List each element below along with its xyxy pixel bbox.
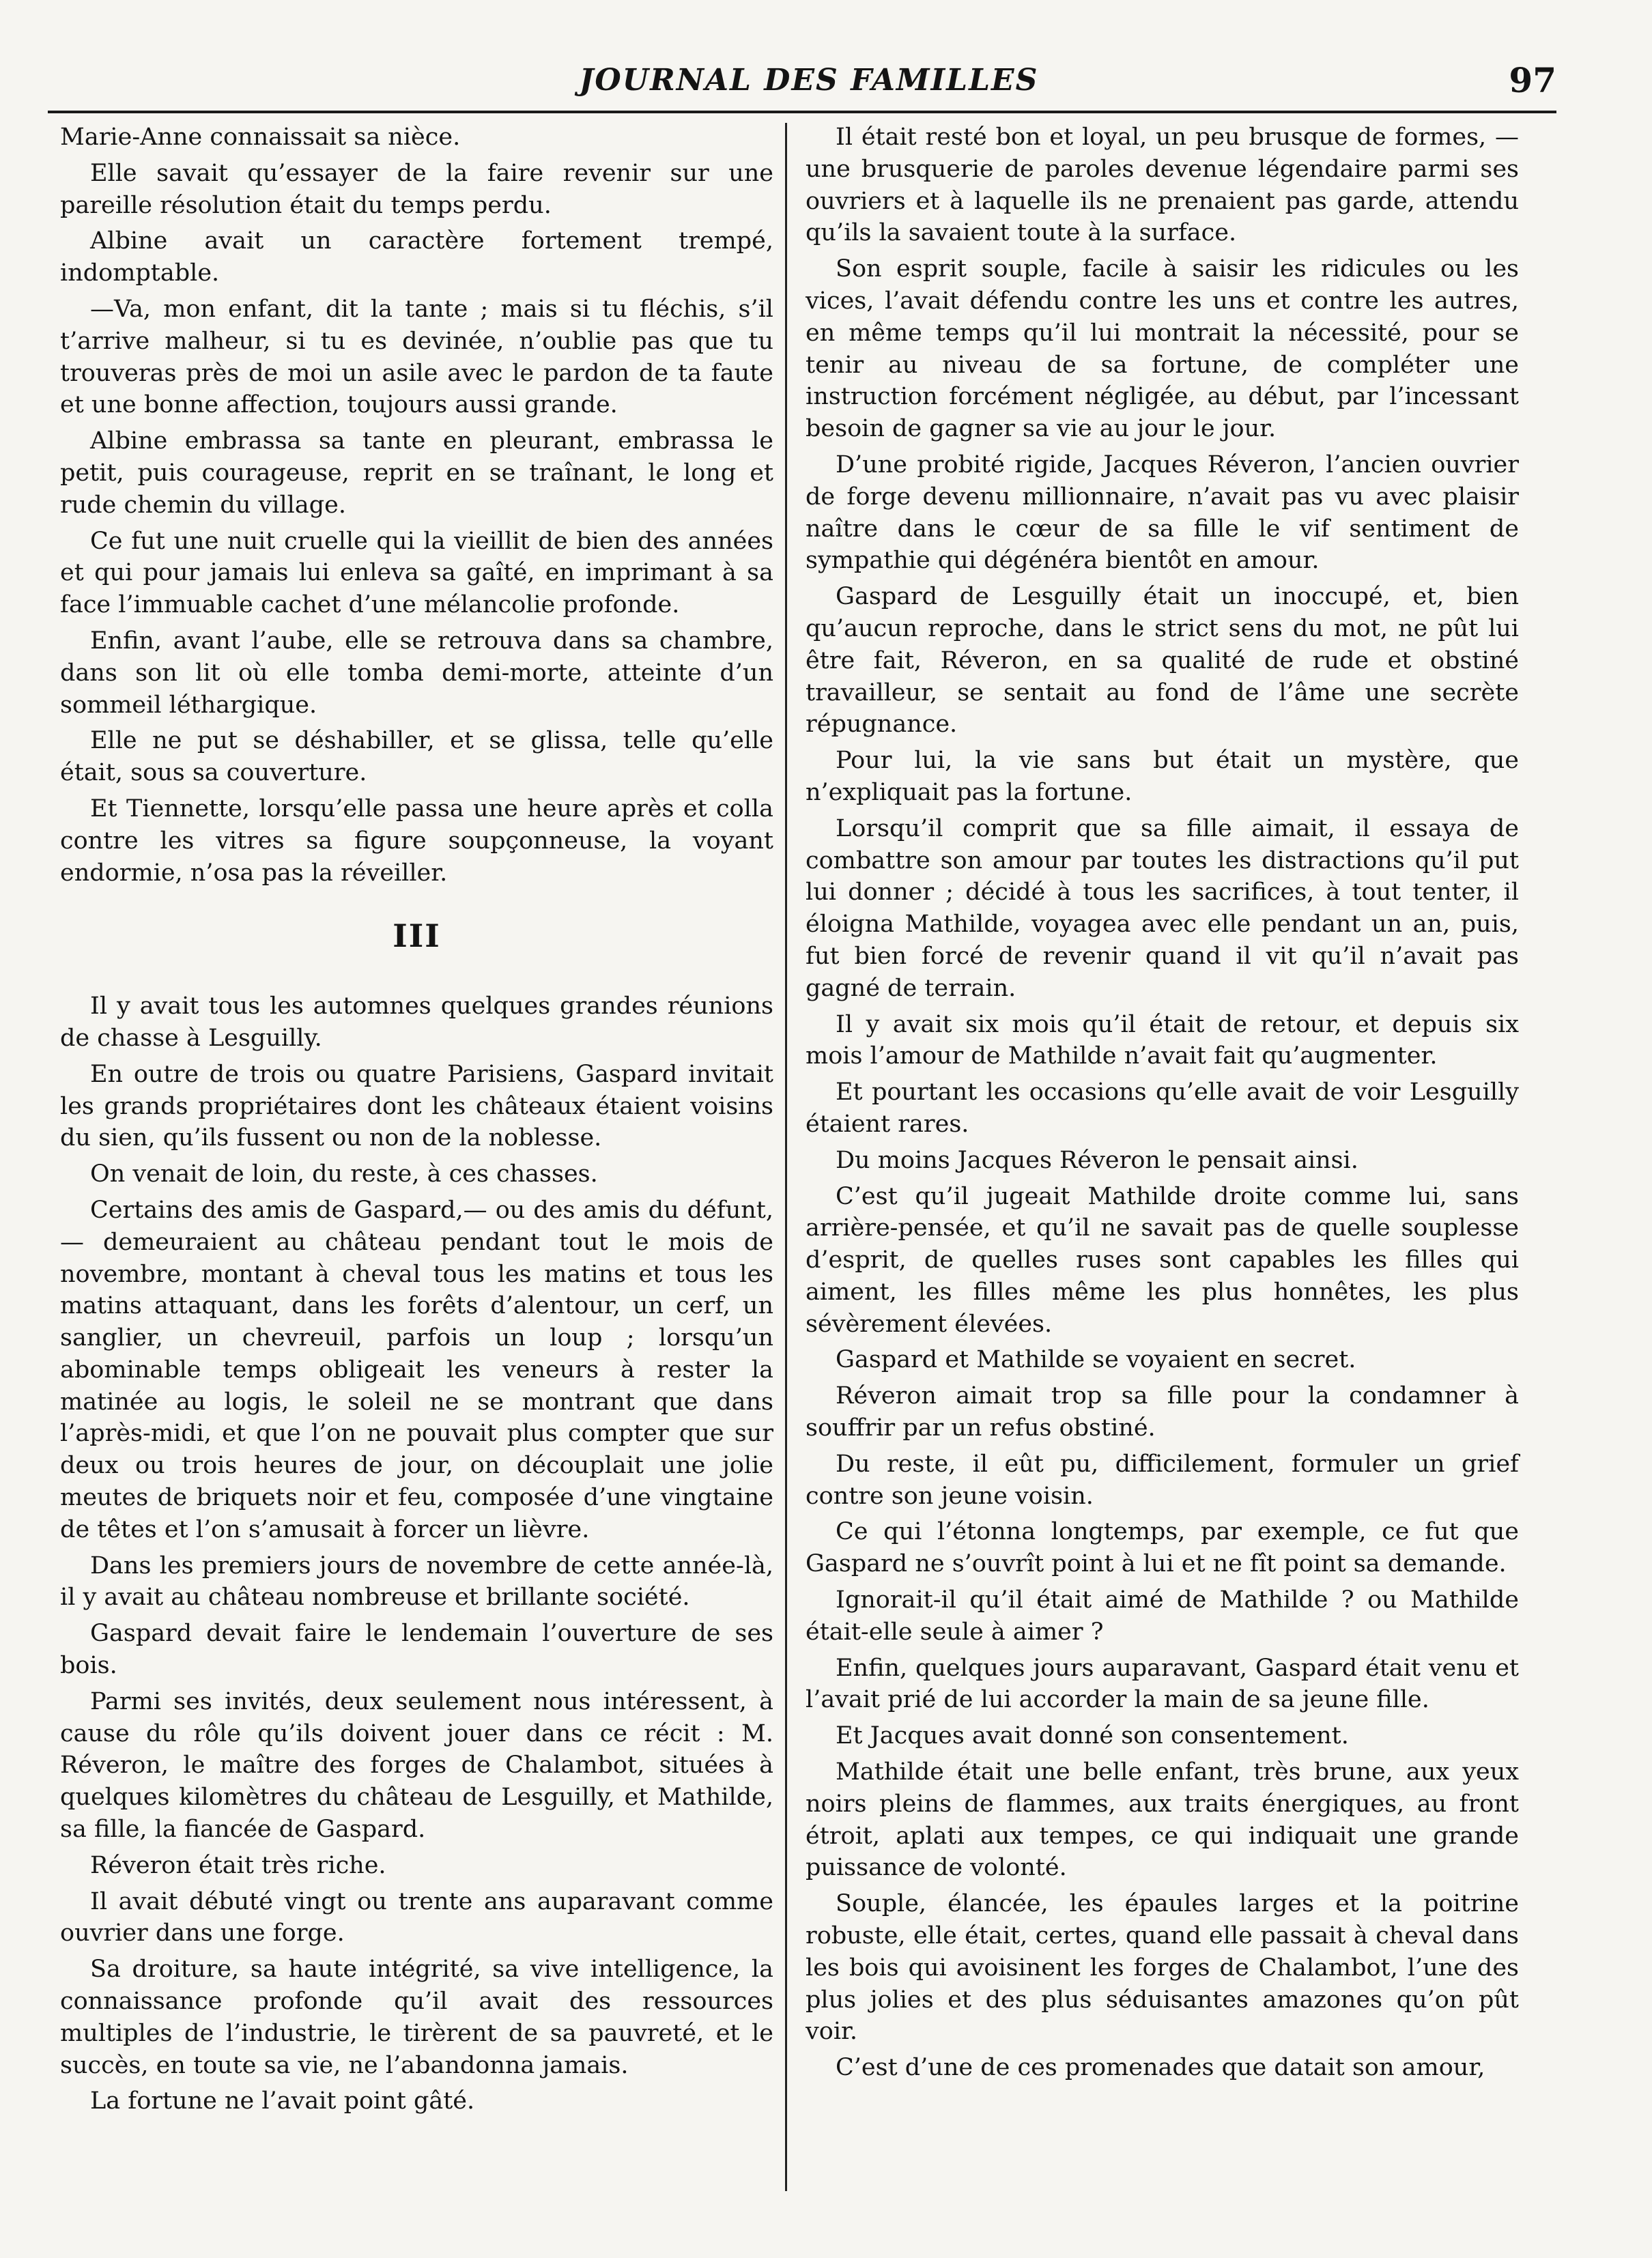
- paragraph: D’une probité rigide, Jacques Réveron, l’ancien ouvrier de forge devenu millionnaire, n’avait pas vu avec plaisir naître dans le cœur de sa fille le vif sentiment de sympathie qui dégénéra bientôt en amour.: [806, 451, 1519, 575]
- paragraph: Enfin, quelques jours auparavant, Gaspard était venu et l’avait prié de lui accorder la main de sa jeune fille.: [806, 1654, 1519, 1714]
- paragraph: Il y avait six mois qu’il était de retour, et depuis six mois l’amour de Mathilde n’avait fait qu’augmenter.: [806, 1010, 1519, 1070]
- section-title: III: [393, 917, 441, 955]
- paragraph: Du reste, il eût pu, difficilement, formuler un grief contre son jeune voisin.: [806, 1450, 1519, 1510]
- paragraph: Elle savait qu’essayer de la faire revenir sur une pareille résolution était du temps perdu.: [60, 159, 773, 219]
- paragraph: Marie-Anne connaissait sa nièce.: [60, 124, 461, 151]
- paragraph: Certains des amis de Gaspard,— ou des amis du défunt,— demeuraient au château pendant tout le mois de novembre, montant à cheval tous les matins et tous les matins attaquant, dans les forêts d’alentour, un cerf, un sanglier, un chevreuil, parfois un loup ; lorsqu’un abominable temps obligeait les veneurs à rester la matinée au logis, le soleil ne se montrant que dans l’après-midi, et que l’on ne pouvait plus compter que sur deux ou trois heures de jour, on découplait une jolie meutes de briquets noir et feu, composée d’une vingtaine de têtes et l’on s’amusait à forcer un lièvre.: [60, 1196, 773, 1543]
- running-title: JOURNAL DES FAMILLES: [579, 63, 1039, 98]
- paragraph: Lorsqu’il comprit que sa fille aimait, il essaya de combattre son amour par toutes les distractions qu’il put lui donner ; décidé à tous les sacrifices, à tout tenter, il éloigna Mathilde, voyagea avec elle pendant un an, puis, fut bien forcé de revenir quand il vit qu’il n’avait pas gagné de terrain.: [806, 814, 1519, 1002]
- page-header: [61, 60, 1556, 104]
- paragraph: Gaspard de Lesguilly était un inoccupé, et, bien qu’aucun reproche, dans le strict sens du mot, ne pût lui être fait, Réveron, en sa qualité de rude et obstiné travailleur, se sentait au fond de l’âme une secrète répugnance.: [806, 583, 1519, 739]
- paragraph: Gaspard et Mathilde se voyaient en secret.: [836, 1346, 1356, 1374]
- paragraph: Dans les premiers jours de novembre de cette année-là, il y avait au château nombreuse et brillante société.: [60, 1552, 773, 1612]
- paragraph: Parmi ses invités, deux seulement nous intéressent, à cause du rôle qu’ils doivent jouer dans ce récit : M. Réveron, le maître des forges de Chalambot, situées à quelques kilomètres du château de Lesguilly, et Mathilde, sa fille, la fiancée de Gaspard.: [60, 1687, 773, 1844]
- paragraph: Gaspard devait faire le lendemain l’ouverture de ses bois.: [60, 1620, 773, 1680]
- paragraph: Albine avait un caractère fortement trempé, indomptable.: [60, 227, 773, 287]
- page-number: 97: [1509, 60, 1556, 100]
- paragraph: Ce qui l’étonna longtemps, par exemple, ce fut que Gaspard ne s’ouvrît point à lui et ne fît point sa demande.: [806, 1518, 1519, 1578]
- paragraph: C’est qu’il jugeait Mathilde droite comme lui, sans arrière-pensée, et qu’il ne savait pas de quelle souplesse d’esprit, de quelles ruses sont capables les filles qui aiment, les filles même les plus honnêtes, les plus sévèrement élevées.: [806, 1182, 1519, 1338]
- paragraph: Sa droiture, sa haute intégrité, sa vive intelligence, la connaissance profonde qu’il avait des ressources multiples de l’industrie, le tirèrent de sa pauvreté, et le succès, en toute sa vie, ne l’abandonna jamais.: [60, 1956, 773, 2079]
- paragraph: Enfin, avant l’aube, elle se retrouva dans sa chambre, dans son lit où elle tomba demi-morte, atteinte d’un sommeil léthargique.: [60, 627, 773, 719]
- paragraph: La fortune ne l’avait point gâté.: [90, 2087, 475, 2115]
- paragraph: Albine embrassa sa tante en pleurant, embrassa le petit, puis courageuse, reprit en se traînant, le long et rude chemin du village.: [60, 427, 773, 519]
- left-paragraphs-after: [60, 990, 773, 2117]
- paragraph: —Va, mon enfant, dit la tante ; mais si tu fléchis, s’il t’arrive malheur, si tu es devinée, n’oublie pas que tu trouveras près de moi un asile avec le pardon de ta faute et une bonne affection, toujours aussi grande.: [60, 295, 773, 419]
- paragraph: Et Jacques avait donné son consentement.: [836, 1722, 1349, 1750]
- paragraph: Son esprit souple, facile à saisir les ridicules ou les vices, l’avait défendu contre les uns et contre les autres, en même temps qu’il lui montrait la nécessité, pour se tenir au niveau de sa fortune, de compléter une instruction forcément négligée, au début, par l’incessant besoin de gagner sa vie au jour le jour.: [806, 255, 1519, 443]
- paragraph: Ce fut une nuit cruelle qui la vieillit de bien des années et qui pour jamais lui enleva sa gaîté, en imprimant à sa face l’immuable cachet d’une mélancolie profonde.: [60, 527, 773, 619]
- paragraph: En outre de trois ou quatre Parisiens, Gaspard invitait les grands propriétaires dont les châteaux étaient voisins du sien, qu’ils fussent ou non de la noblesse.: [60, 1060, 773, 1152]
- paragraph: Mathilde était une belle enfant, très brune, aux yeux noirs pleins de flammes, aux traits énergiques, au front étroit, aplati aux tempes, ce qui indiquait une grande puissance de volonté.: [806, 1758, 1519, 1882]
- right-column: [806, 122, 1519, 2088]
- header-rule: [48, 111, 1556, 113]
- paragraph: Souple, élancée, les épaules larges et la poitrine robuste, elle était, certes, quand elle passait à cheval dans les bois qui avoisinent les forges de Chalambot, l’une des plus jolies et des plus séduisantes amazones qu’on pût voir.: [806, 1890, 1519, 2046]
- paragraph: Il y avait tous les automnes quelques grandes réunions de chasse à Lesguilly.: [60, 992, 773, 1052]
- paragraph: Ignorait-il qu’il était aimé de Mathilde ? ou Mathilde était-elle seule à aimer ?: [806, 1586, 1519, 1646]
- paragraph: C’est d’une de ces promenades que datait son amour,: [836, 2054, 1485, 2082]
- paragraph: Il avait débuté vingt ou trente ans auparavant comme ouvrier dans une forge.: [60, 1887, 773, 1947]
- paragraph: Pour lui, la vie sans but était un mystère, que n’expliquait pas la fortune.: [806, 747, 1519, 806]
- paragraph: Il était resté bon et loyal, un peu brusque de formes, —une brusquerie de paroles devenue légendaire parmi ses ouvriers et à laquelle ils ne prenaient pas garde, attendu qu’ils la savaient toute à la surface.: [806, 124, 1519, 247]
- paragraph: Et pourtant les occasions qu’elle avait de voir Lesguilly étaient rares.: [806, 1078, 1519, 1138]
- paragraph: Elle ne put se déshabiller, et se glissa, telle qu’elle était, sous sa couverture.: [60, 727, 773, 787]
- paragraph: Réveron était très riche.: [90, 1851, 386, 1879]
- left-column: [60, 122, 773, 2121]
- paragraph: Réveron aimait trop sa fille pour la condamner à souffrir par un refus obstiné.: [806, 1382, 1519, 1442]
- paragraph: Du moins Jacques Réveron le pensait ainsi.: [836, 1146, 1358, 1174]
- paragraph: Et Tiennette, lorsqu’elle passa une heure après et colla contre les vitres sa figure soupçonneuse, la voyant endormie, n’osa pas la réveiller.: [60, 795, 773, 887]
- column-divider: [785, 123, 787, 2191]
- paragraph: On venait de loin, du reste, à ces chasses.: [90, 1160, 598, 1188]
- left-paragraphs-before: [60, 122, 773, 889]
